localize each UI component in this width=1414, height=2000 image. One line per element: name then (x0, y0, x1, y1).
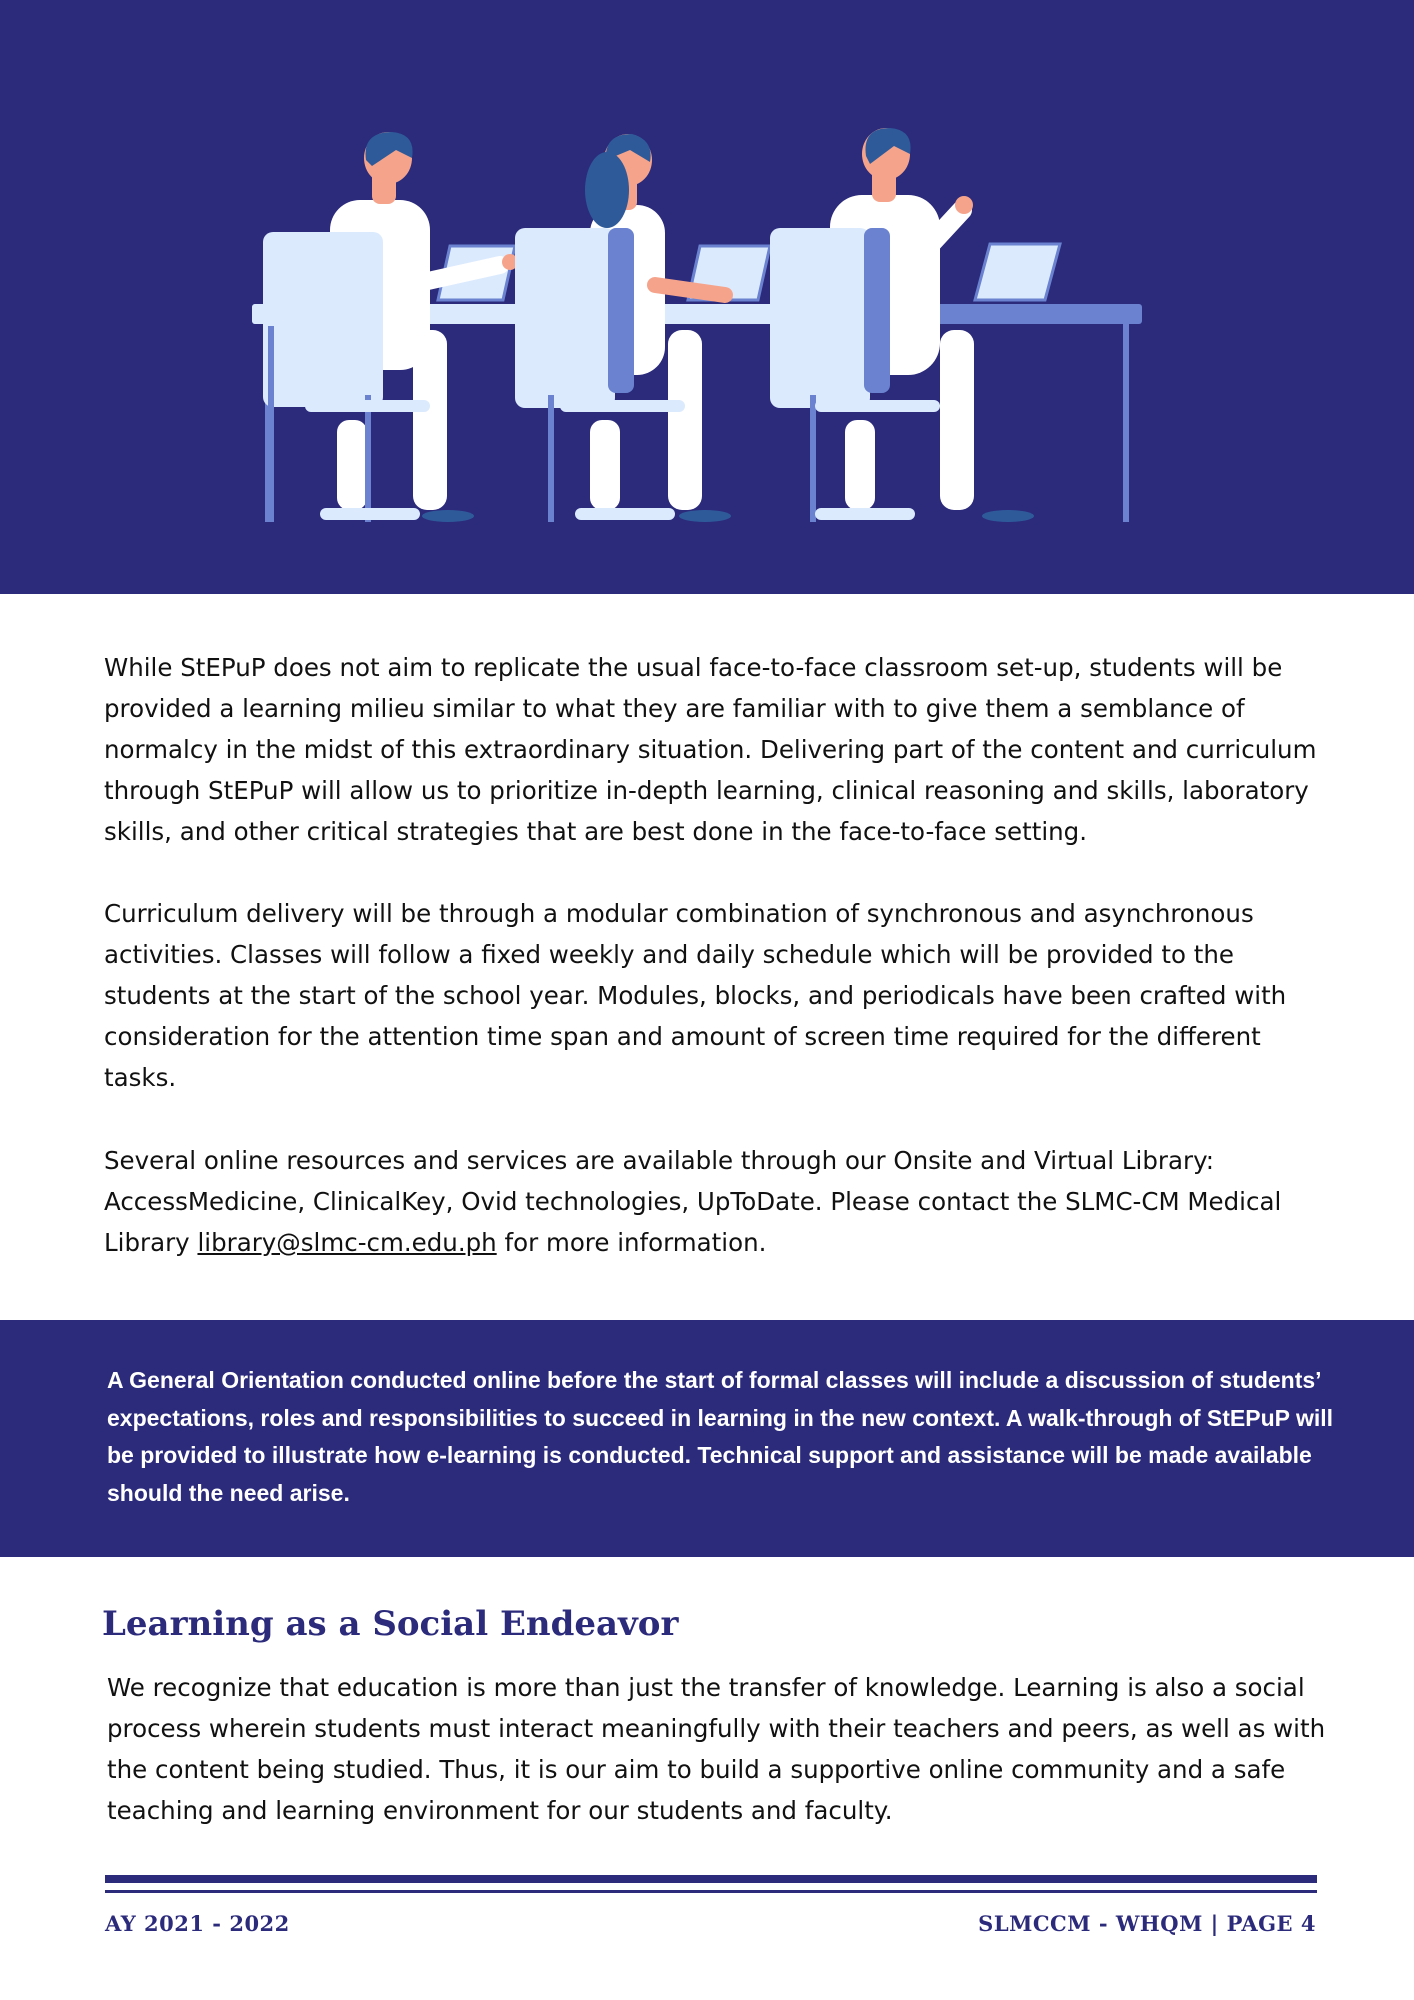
orientation-callout (0, 1320, 1414, 1557)
footer-divider-thin (105, 1890, 1317, 1893)
section-title: Learning as a Social Endeavor (102, 1604, 679, 1644)
library-email-link[interactable]: library@slmc-cm.edu.ph (197, 1228, 497, 1257)
callout-text: A General Orientation conducted online before the start of formal classes will include a discussion of students’ expectations, roles and responsibilities to succeed in learning in the new context. A walk-through of StEPuP will be provided to illustrate how e-learning is conducted. Technical support and assistance will be made available should the need arise. (107, 1367, 1334, 1506)
paragraph-online-resources (104, 1140, 1334, 1263)
footer-academic-year: AY 2021 - 2022 (105, 1911, 290, 1936)
hero-banner (0, 0, 1414, 594)
footer-divider-thick (105, 1875, 1317, 1883)
resources-text: Several online resources and services are available through our Onsite and Virtual Library: AccessMedicine, ClinicalKey, Ovid technologies, UpToDate. Please contact the SLMC-CM Medical Library (104, 1146, 1282, 1257)
resources-text-end: for more information. (496, 1228, 767, 1257)
students-at-desk-illustration (0, 0, 1414, 594)
paragraph-stepup-intro: While StEPuP does not aim to replicate the usual face-to-face classroom set-up, students will be provided a learning milieu similar to what they are familiar with to give them a semblance of normalcy in the midst of this extraordinary situation. Delivering part of the content and curriculum through StEPuP will allow us to prioritize in-depth learning, clinical reasoning and skills, laboratory skills, and other critical strategies that are best done in the face-to-face setting. (104, 653, 1317, 846)
paragraph-curriculum-delivery: Curriculum delivery will be through a modular combination of synchronous and asynchronous activities. Classes will follow a fixed weekly and daily schedule which will be provided to the students at the start of the school year. Modules, blocks, and periodicals have been crafted with consideration for the attention time span and amount of screen time required for the different tasks. (104, 899, 1287, 1092)
footer-page-number: SLMCCM - WHQM | PAGE 4 (978, 1911, 1316, 1936)
paragraph-social-endeavor: We recognize that education is more than just the transfer of knowledge. Learning is also a social process wherein students must interact meaningfully with their teachers and peers, as well as with the content being studied. Thus, it is our aim to build a supportive online community and a safe teaching and learning environment for our students and faculty. (107, 1673, 1326, 1825)
